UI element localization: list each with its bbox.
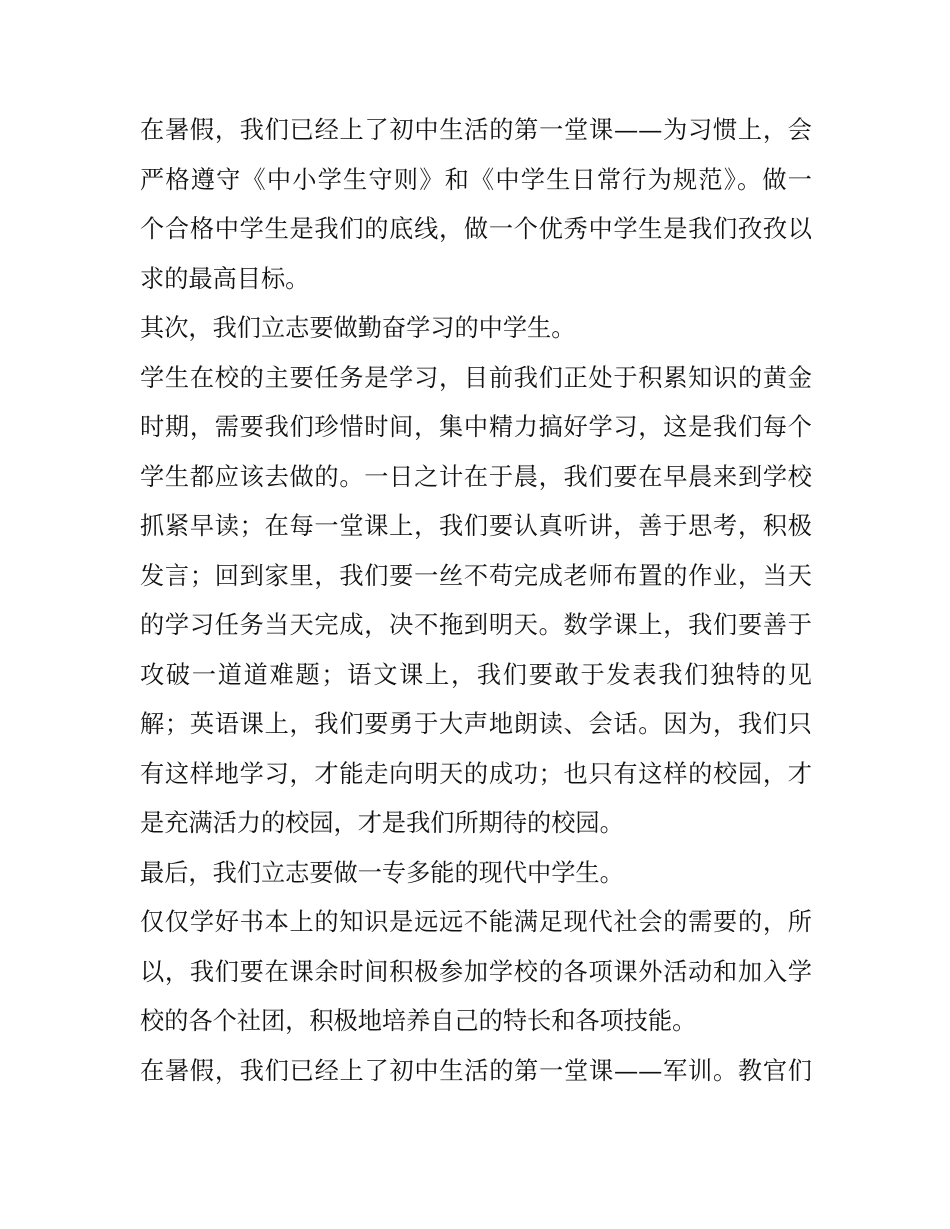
text-line: 学生在校的主要任务是学习，目前我们正处于积累知识的黄金 bbox=[140, 363, 812, 392]
text-line: 在暑假，我们已经上了初中生活的第一堂课——为习惯上，会 bbox=[140, 116, 812, 144]
text-line: 仅仅学好书本上的知识是远远不能满足现代社会的需要的，所 bbox=[140, 908, 812, 936]
text-line: 严格遵守《中小学生守则》和《中学生日常行为规范》。做一 bbox=[140, 165, 812, 194]
text-line: 发言；回到家里，我们要一丝不苟完成老师布置的作业，当天 bbox=[140, 561, 812, 590]
paragraph-2 bbox=[140, 304, 812, 354]
text-line: 校的各个社团，积极地培养自己的特长和各项技能。 bbox=[140, 1007, 697, 1035]
paragraph-5 bbox=[140, 898, 812, 1047]
text-line: 是充满活力的校园，才是我们所期待的校园。 bbox=[140, 809, 624, 837]
text-line: 最后，我们立志要做一专多能的现代中学生。 bbox=[140, 858, 624, 887]
text-line: 求的最高目标。 bbox=[140, 264, 310, 293]
text-line: 解；英语课上，我们要勇于大声地朗读、会话。因为，我们只 bbox=[140, 710, 812, 738]
document-body bbox=[140, 106, 812, 1096]
paragraph-3 bbox=[140, 354, 812, 849]
paragraph-6 bbox=[140, 1047, 812, 1097]
text-line: 有这样地学习，才能走向明天的成功；也只有这样的校园，才 bbox=[140, 759, 812, 788]
text-line: 学生都应该去做的。一日之计在于晨，我们要在早晨来到学校 bbox=[140, 462, 812, 491]
text-line: 个合格中学生是我们的底线，做一个优秀中学生是我们孜孜以 bbox=[140, 215, 812, 243]
paragraph-4 bbox=[140, 849, 812, 899]
text-line: 其次，我们立志要做勤奋学习的中学生。 bbox=[140, 314, 576, 342]
text-line: 在暑假，我们已经上了初中生活的第一堂课——军训。教官们 bbox=[140, 1056, 812, 1085]
text-line: 时期，需要我们珍惜时间，集中精力搞好学习，这是我们每个 bbox=[140, 413, 812, 441]
paragraph-1 bbox=[140, 106, 812, 304]
text-line: 的学习任务当天完成，决不拖到明天。数学课上，我们要善于 bbox=[140, 611, 812, 639]
text-line: 抓紧早读；在每一堂课上，我们要认真听讲，善于思考，积极 bbox=[140, 512, 812, 540]
text-line: 攻破一道道难题；语文课上，我们要敢于发表我们独特的见 bbox=[140, 660, 812, 689]
text-line: 以，我们要在课余时间积极参加学校的各项课外活动和加入学 bbox=[140, 957, 812, 986]
